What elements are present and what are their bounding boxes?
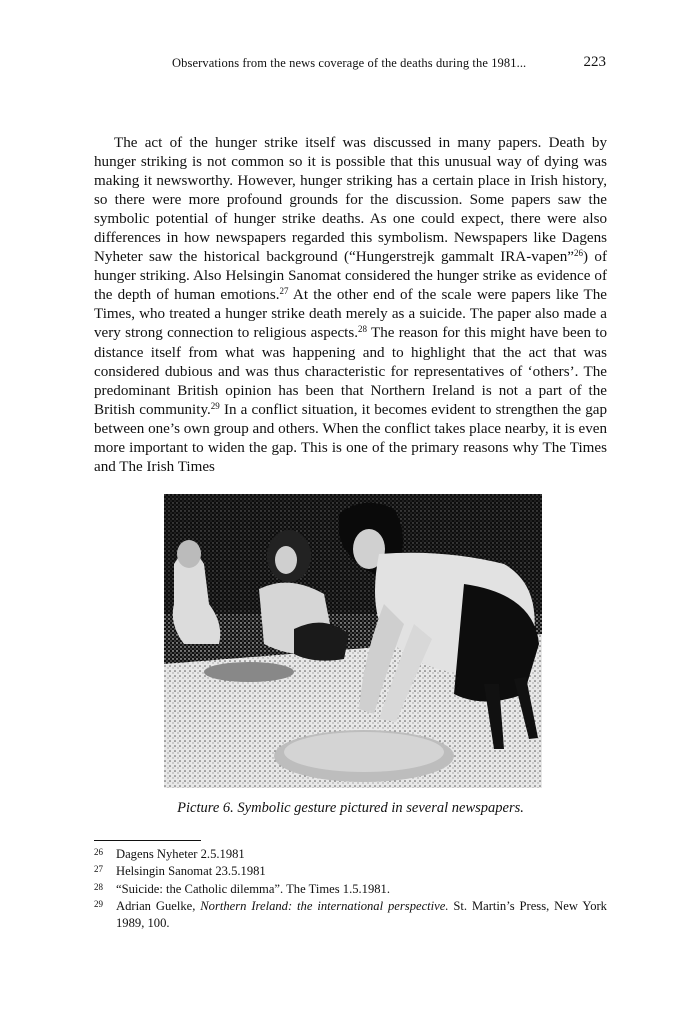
footnote-ref-28[interactable]: 28 — [357, 324, 367, 335]
footnote-text-post: St. Martin’s Press, New York 1989, 100. — [116, 898, 607, 931]
footnote-29 — [94, 898, 607, 933]
footnote-number: 28 — [94, 881, 103, 892]
running-title: Observations from the news coverage of the deaths during the 1981... — [172, 56, 527, 70]
newspaper-photo — [164, 494, 542, 788]
footnote-ref-26[interactable]: 26 — [573, 248, 583, 259]
footnote-number: 29 — [94, 898, 103, 909]
footnotes — [94, 846, 607, 932]
footnote-ref-27[interactable]: 27 — [279, 286, 289, 297]
footnote-27 — [94, 863, 607, 880]
body-text-segment: The reason for this might have been to distance itself from what was happening and to highlight that the act that was considered dubious and was thus characteristic for representatives of ‘others’. The predominant British opinion has been that Northern Ireland is not a part of the British community. — [94, 325, 607, 418]
page-number: 223 — [583, 54, 606, 70]
figure-caption: Picture 6. Symbolic gesture pictured in several newspapers. — [177, 800, 524, 816]
footnote-rule — [94, 840, 201, 841]
footnote-text: “Suicide: the Catholic dilemma”. The Times 1.5.1981. — [116, 881, 390, 896]
footnote-26 — [94, 846, 607, 863]
body-text-segment: In a conflict situation, it becomes evident to strengthen the gap between one’s own group and others. When the conflict takes place nearby, it is even more important to widen the gap. This is one of the primary reasons why The Times and The Irish Times — [94, 401, 608, 475]
footnote-text: Dagens Nyheter 2.5.1981 — [116, 847, 245, 861]
body-text-segment: ) of hunger striking. Also Helsingin Sanomat considered the hunger strike as evidence of the depth of human emotions. — [94, 249, 608, 304]
body-text-segment: At the other end of the scale were papers like The Times, who treated a hunger strike death merely as a suicide. The paper also made a very strong connection to religious aspects. — [94, 287, 607, 342]
footnote-text-pre: Adrian Guelke, — [116, 898, 201, 913]
running-head — [94, 54, 606, 74]
footnote-book-title: Northern Ireland: the international perspective. — [200, 898, 449, 913]
footnote-28 — [94, 881, 607, 898]
footnote-ref-29[interactable]: 29 — [210, 400, 220, 411]
body-paragraph — [94, 134, 607, 477]
footnote-text: Helsingin Sanomat 23.5.1981 — [116, 864, 266, 879]
photo-illustration — [164, 494, 542, 788]
footnote-number: 26 — [94, 847, 103, 857]
footnote-number: 27 — [94, 864, 103, 875]
body-text-segment: The act of the hunger strike itself was discussed in many papers. Death by hunger striking is not common so it is possible that this unusual way of dying was making it newsworthy. However, hunger striking has a certain place in Irish history, so there were more profound grounds for the discussion. Some papers saw the symbolic potential of hunger strike deaths. As one could expect, there were also differences in how newspapers regarded this symbolism. Newspapers like Dagens Nyheter saw the historical background (“Hungerstrejk gammalt IRA-vapen” — [94, 135, 607, 266]
